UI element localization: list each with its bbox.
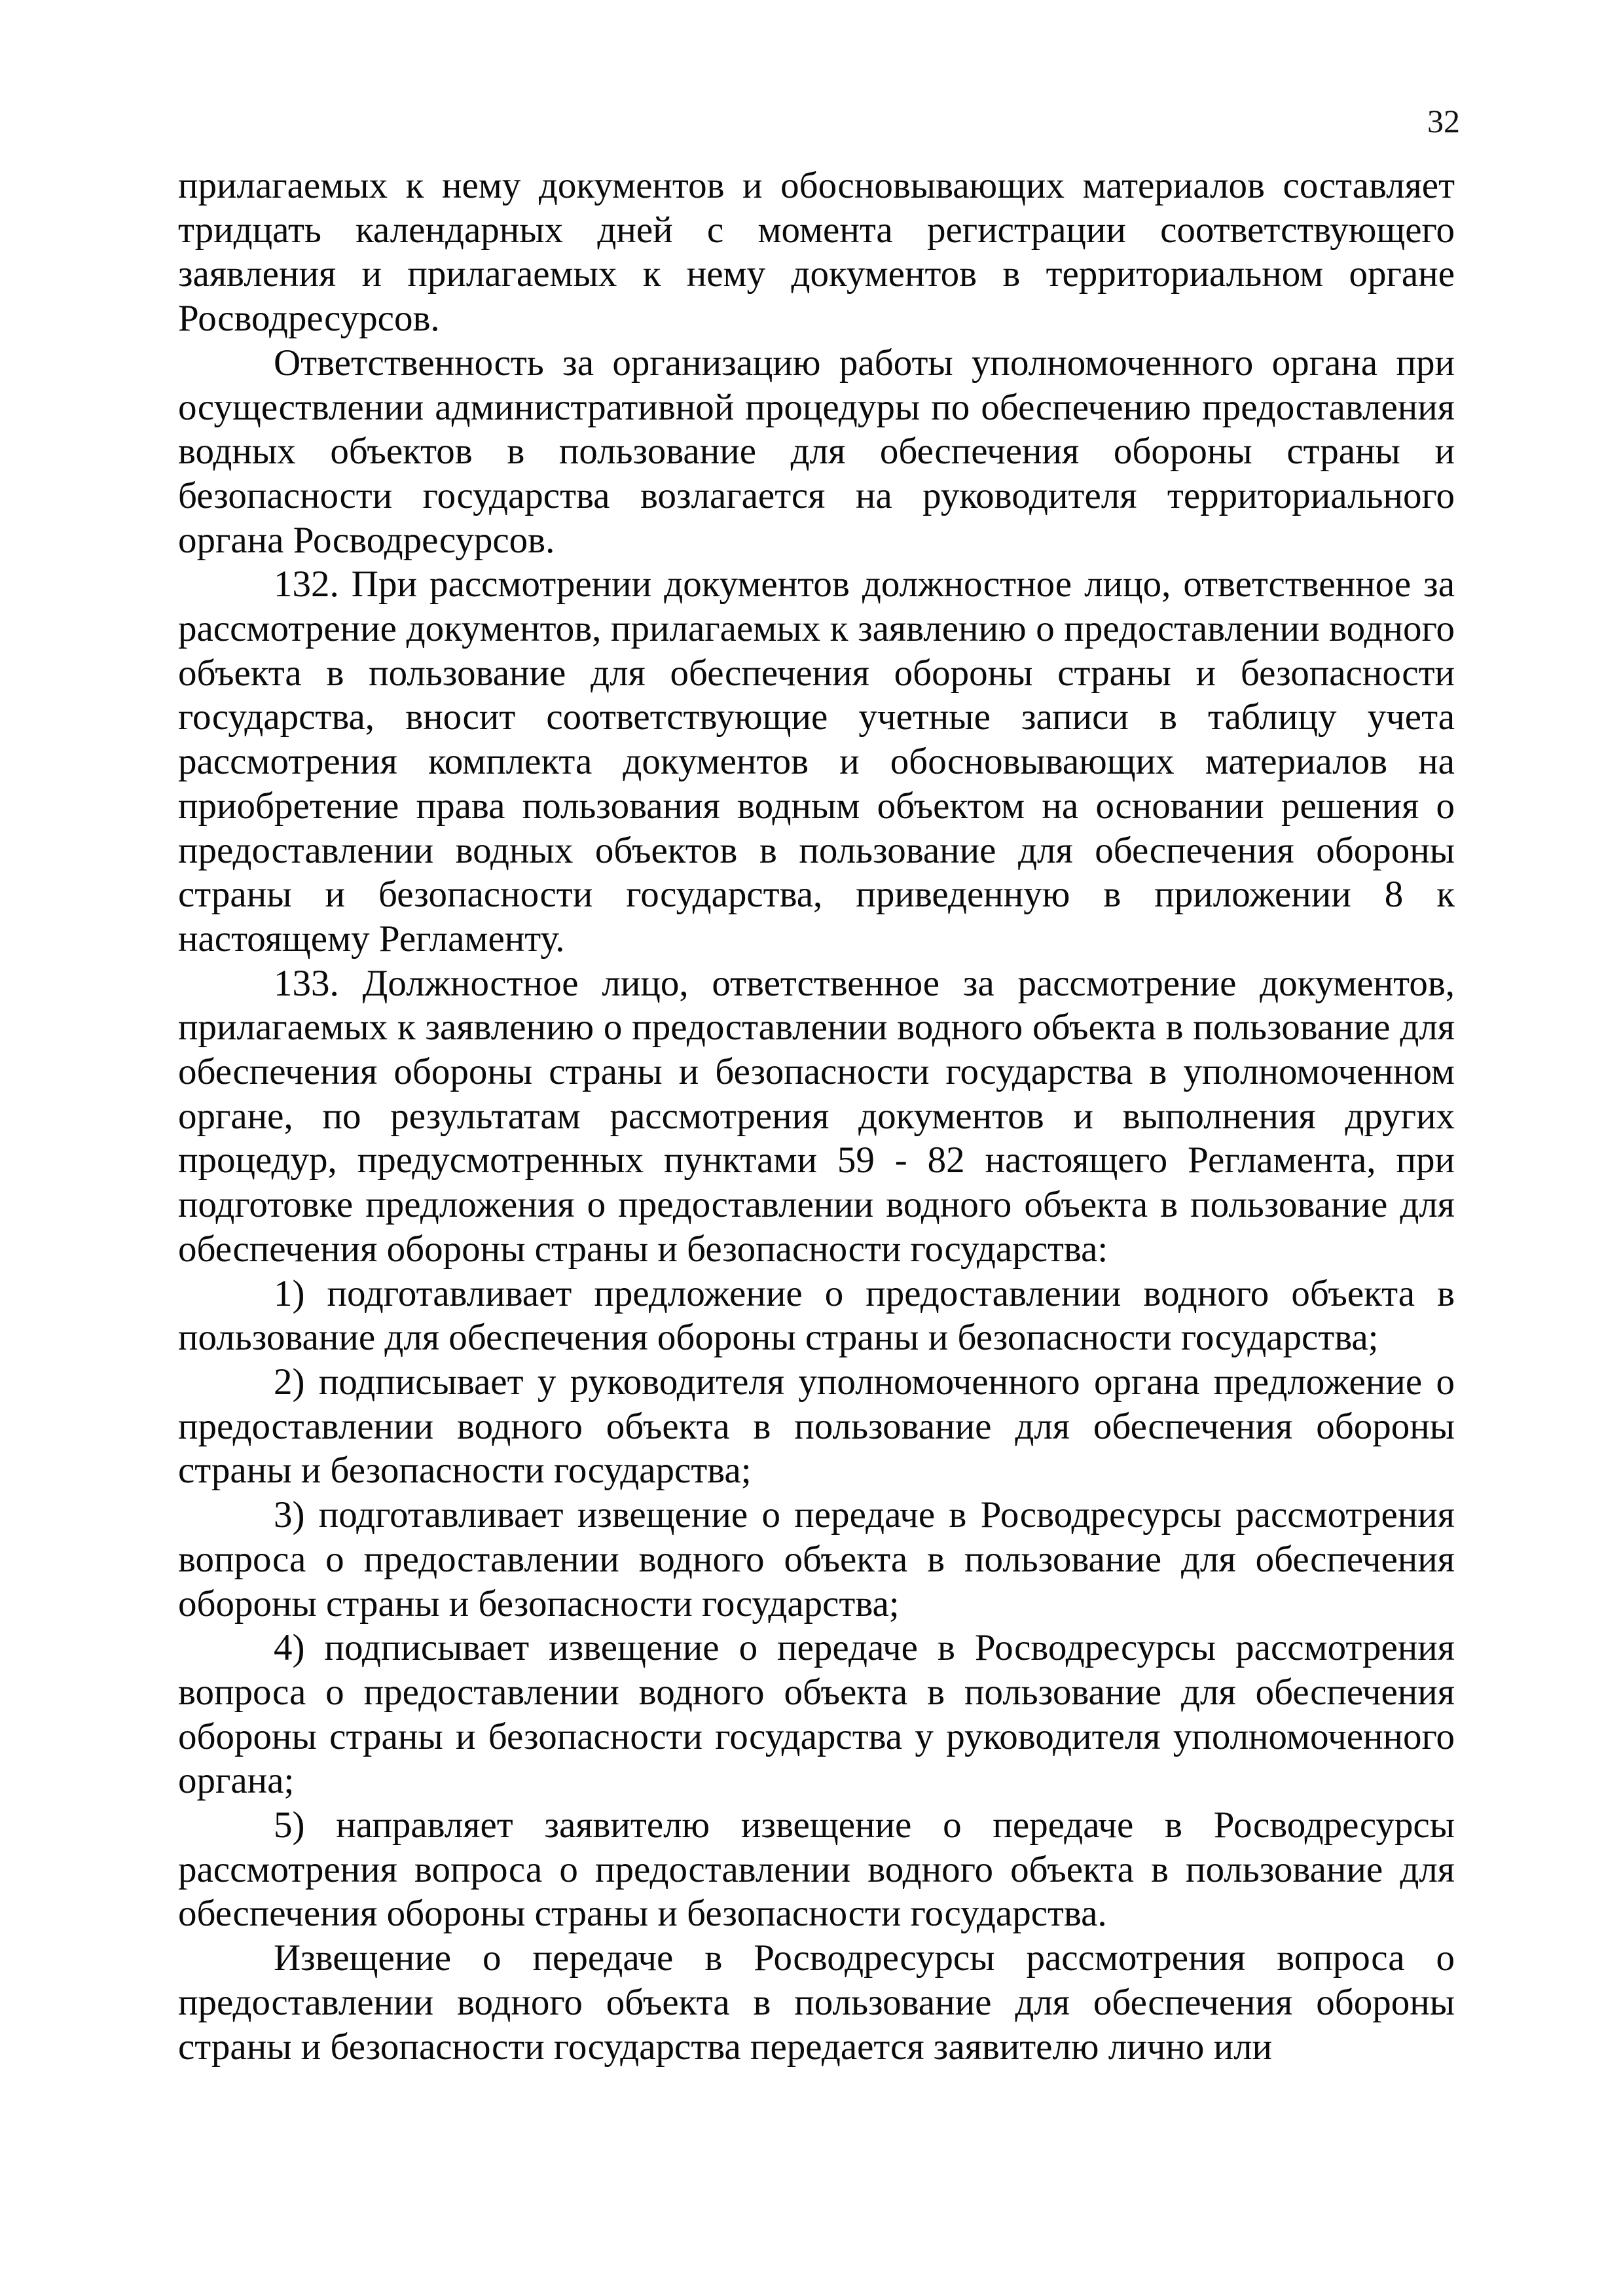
list-item-2: 2) подписывает у руководителя уполномоченного органа предложение о предоставлении водного объекта в пользование для обеспечения обороны страны и безопасности государства;	[178, 1361, 1455, 1492]
list-item-3: 3) подготавливает извещение о передаче в Росводресурсы рассмотрения вопроса о предоставлении водного объекта в пользование для обеспечения обороны страны и безопасности государства;	[178, 1494, 1455, 1624]
paragraph-132: 132. При рассмотрении документов должностное лицо, ответственное за рассмотрение документов, прилагаемых к заявлению о предоставлении водного объекта в пользование для обеспечения обороны страны и безопасности государства, вносит соответствующие учетные записи в таблицу учета рассмотрения комплекта документов и обосновывающих материалов на приобретение права пользования водным объектом на основании решения о предоставлении водных объектов в пользование для обеспечения обороны страны и безопасности государства, приведенную в приложении 8 к настоящему Регламенту.	[178, 564, 1455, 960]
document-body	[178, 164, 1455, 2069]
page-number: 32	[1427, 103, 1460, 139]
paragraph-notice: Извещение о передаче в Росводресурсы рассмотрения вопроса о предоставлении водного объекта в пользование для обеспечения обороны страны и безопасности государства передается заявителю лично или	[178, 1937, 1455, 2068]
list-item-5: 5) направляет заявителю извещение о передаче в Росводресурсы рассмотрения вопроса о предоставлении водного объекта в пользование для обеспечения обороны страны и безопасности государства.	[178, 1804, 1455, 1935]
paragraph-continuation: прилагаемых к нему документов и обосновывающих материалов составляет тридцать календарных дней с момента регистрации соответствующего заявления и прилагаемых к нему документов в территориальном органе Росводресурсов.	[178, 165, 1455, 340]
paragraph-responsibility: Ответственность за организацию работы уполномоченного органа при осуществлении административной процедуры по обеспечению предоставления водных объектов в пользование для обеспечения обороны страны и безопасности государства возлагается на руководителя территориального органа Росводресурсов.	[178, 342, 1455, 561]
list-item-1: 1) подготавливает предложение о предоставлении водного объекта в пользование для обеспечения обороны страны и безопасности государства;	[178, 1272, 1455, 1359]
paragraph-133: 133. Должностное лицо, ответственное за рассмотрение документов, прилагаемых к заявлению о предоставлении водного объекта в пользование для обеспечения обороны страны и безопасности государства в уполномоченном органе, по результатам рассмотрения документов и выполнения других процедур, предусмотренных пунктами 59 - 82 настоящего Регламента, при подготовке предложения о предоставлении водного объекта в пользование для обеспечения обороны страны и безопасности государства:	[178, 962, 1455, 1270]
list-item-4: 4) подписывает извещение о передаче в Росводресурсы рассмотрения вопроса о предоставлении водного объекта в пользование для обеспечения обороны страны и безопасности государства у руководителя уполномоченного органа;	[178, 1627, 1455, 1802]
